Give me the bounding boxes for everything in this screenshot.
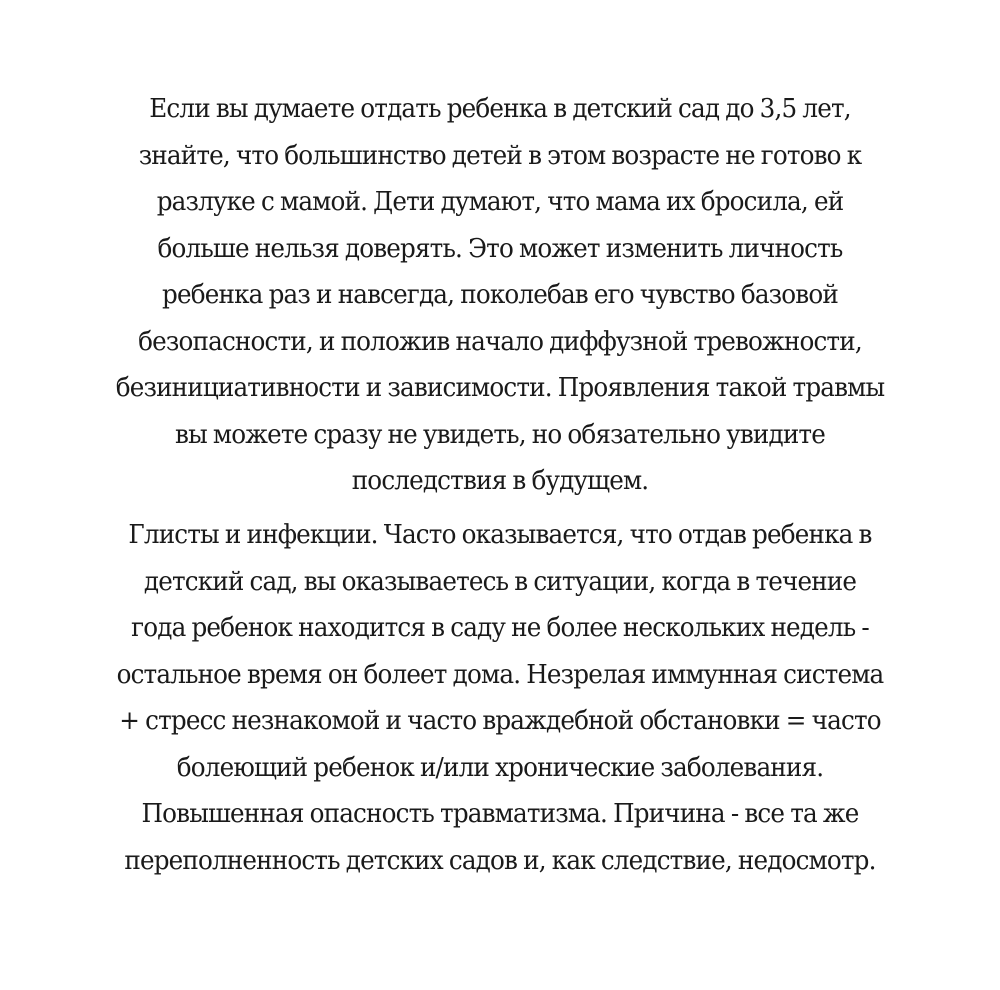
text-line: безопасности, и положив начало диффузной тревожности, [138, 325, 862, 357]
text-line: разлуке с мамой. Дети думают, что мама их бросила, ей [156, 186, 844, 217]
text-line: ребенка раз и навсегда, поколебав его чувство базовой [162, 279, 838, 310]
text-line: + стресс незнакомой и часто враждебной обстановки = часто [119, 705, 881, 736]
text-line: вы можете сразу не увидеть, но обязательно увидите [175, 418, 825, 450]
text-line: детский сад, вы оказываетесь в ситуации, когда в течение [143, 565, 857, 597]
text-line: последствия в будущем. [351, 465, 649, 496]
text-line: Если вы думаете отдать ребенка в детский сад до 3,5 лет, [149, 93, 851, 124]
text-line: года ребенок находится в саду не более нескольких недель - [131, 612, 869, 643]
text-line: больше нельзя доверять. Это может изменить личность [157, 232, 843, 264]
text-line: остальное время он болеет дома. Незрелая иммунная система [116, 658, 884, 690]
text-line: безинициативности и зависимости. Проявления такой травмы [115, 372, 885, 403]
text-line: болеющий ребенок и/или хронические заболевания. [176, 751, 824, 783]
paragraph-infections-injuries [0, 512, 1000, 884]
text-line: знайте, что большинство детей в этом возрасте не готово к [138, 139, 862, 171]
text-line: Повышенная опасность травматизма. Причина - все та же [141, 798, 859, 829]
paragraph-kindergarten-age [0, 86, 1000, 505]
text-line: переполненность детских садов и, как следствие, недосмотр. [124, 844, 876, 876]
text-line: Глисты и инфекции. Часто оказывается, что отдав ребенка в [128, 519, 872, 550]
